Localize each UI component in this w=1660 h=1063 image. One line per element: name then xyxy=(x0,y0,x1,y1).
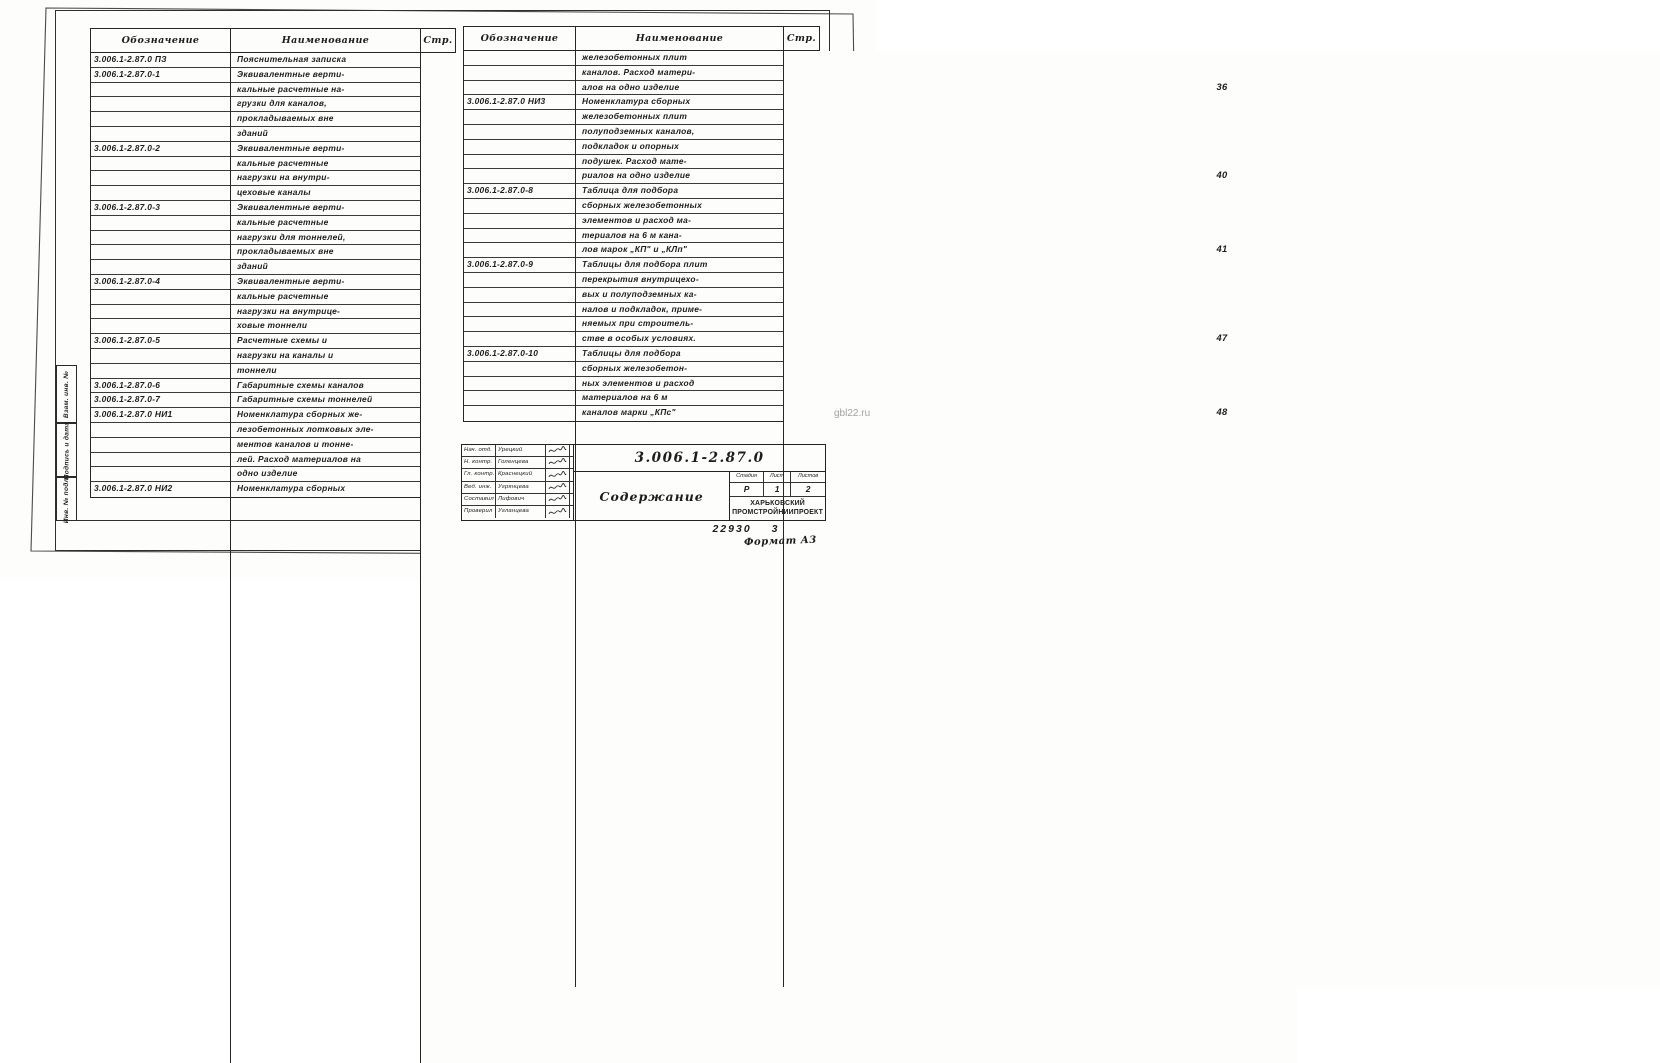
row-text: материалов на 6 м xyxy=(576,391,784,972)
row-text: ных элементов и расход xyxy=(576,377,784,958)
table-row xyxy=(91,275,455,290)
col-header-name: Наименование xyxy=(576,27,784,50)
table-row xyxy=(91,305,455,320)
row-text: вых и полуподземных ка- xyxy=(576,288,784,869)
contents-table-left xyxy=(90,28,456,498)
row-text: прокладываемых вне xyxy=(231,112,421,693)
row-text: Эквивалентные верти- xyxy=(231,275,421,856)
table-row xyxy=(91,482,455,497)
table-row xyxy=(464,362,819,377)
row-code: 3.006.1-2.87.0-6 xyxy=(91,379,231,960)
row-text: полуподземных каналов, xyxy=(576,125,784,706)
table-row xyxy=(91,393,455,408)
table-row xyxy=(91,157,455,172)
table-row xyxy=(91,83,455,98)
table-row xyxy=(91,245,455,260)
row-text: Эквивалентные верти- xyxy=(231,201,421,782)
staff-row xyxy=(462,494,573,506)
row-text: Таблицы для подбора xyxy=(576,347,784,928)
title-block-staff xyxy=(462,445,573,520)
table-row xyxy=(91,171,455,186)
table-row xyxy=(464,110,819,125)
col-header-designation: Обозначение xyxy=(464,27,576,50)
table-row xyxy=(91,68,455,83)
sheets-value: 2 xyxy=(805,484,811,494)
table-row xyxy=(91,216,455,231)
row-text: лезобетонных лотковых эле- xyxy=(231,423,421,1004)
table-row xyxy=(464,66,819,81)
staff-row xyxy=(462,482,573,494)
row-code: 3.006.1-2.87.0 НИ3 xyxy=(464,95,576,676)
signature-mark xyxy=(546,469,570,481)
table-header xyxy=(91,29,455,53)
row-text: Таблицы для подбора плит xyxy=(576,258,784,839)
table-row xyxy=(91,260,455,275)
table-row xyxy=(464,169,1228,184)
staff-role: Вед. инж. xyxy=(462,482,496,494)
table-row xyxy=(91,379,455,394)
table-row xyxy=(464,347,819,362)
row-code: 3.006.1-2.87.0-10 xyxy=(464,347,576,928)
table-row xyxy=(464,81,1228,96)
staff-name: Урецкий xyxy=(496,445,546,457)
stamp-label: Подпись и дата xyxy=(63,421,70,479)
stage-header-stage: Стадия xyxy=(730,472,764,482)
signature-mark xyxy=(546,445,570,457)
row-code: 3.006.1-2.87.0-4 xyxy=(91,275,231,856)
staff-row xyxy=(462,506,573,518)
table-row xyxy=(464,95,819,110)
row-text: железобетонных плит xyxy=(576,110,784,691)
row-text: нагрузки на внутри- xyxy=(231,171,421,752)
table-row xyxy=(464,199,819,214)
row-text: прокладываемых вне xyxy=(231,245,421,826)
table-row xyxy=(464,125,819,140)
organization-name: ХАРЬКОВСКИЙ ПРОМСТРОЙНИИПРОЕКТ xyxy=(732,500,824,516)
staff-name: Лифович xyxy=(496,494,546,506)
row-text: алов на одно изделие xyxy=(576,81,784,662)
row-page: 40 xyxy=(784,169,1660,750)
row-code: 3.006.1-2.87.0-1 xyxy=(91,68,231,649)
scanned-drawing-sheet xyxy=(0,0,1228,581)
table-row xyxy=(91,112,455,127)
table-row xyxy=(91,423,455,438)
row-text: нагрузки на внутрице- xyxy=(231,305,421,886)
row-text: подушек. Расход мате- xyxy=(576,155,784,736)
row-text: Пояснительная записка xyxy=(231,53,421,634)
document-title: Содержание xyxy=(574,472,730,520)
table-row xyxy=(91,453,455,468)
row-text: няемых при строитель- xyxy=(576,317,784,898)
staff-name: Угрянцева xyxy=(496,482,546,494)
sheet-mark: 3 xyxy=(771,523,780,535)
row-page: 48 xyxy=(784,406,1660,987)
document-code: 3.006.1-2.87.0 xyxy=(574,445,825,472)
order-number-mark xyxy=(676,523,816,535)
row-text: сборных железобетон- xyxy=(576,362,784,943)
row-text: кальные расчетные xyxy=(231,157,421,738)
table-row xyxy=(91,364,455,379)
col-header-page: Стр. xyxy=(423,35,453,46)
table-row xyxy=(91,127,455,142)
row-text: сборных железобетонных xyxy=(576,199,784,780)
table-row xyxy=(464,140,819,155)
table-row xyxy=(91,319,455,334)
stage-header-sheet: Лист xyxy=(764,472,791,482)
row-text: кальные расчетные xyxy=(231,290,421,871)
row-code: 3.006.1-2.87.0-5 xyxy=(91,334,231,915)
table-row xyxy=(91,467,455,482)
row-text: Номенклатура сборных xyxy=(576,95,784,676)
row-code: 3.006.1-2.87.0 ПЗ xyxy=(91,53,231,634)
row-code: 3.006.1-2.87.0 НИ2 xyxy=(91,482,231,1063)
table-row xyxy=(464,214,819,229)
row-text: железобетонных плит xyxy=(576,51,784,632)
row-text: зданий xyxy=(231,127,421,708)
row-text: риалов на одно изделие xyxy=(576,169,784,750)
row-code: 3.006.1-2.87.0 НИ1 xyxy=(91,408,231,989)
table-row xyxy=(464,155,819,170)
row-text: налов и подкладок, приме- xyxy=(576,303,784,884)
staff-name: Угланцева xyxy=(496,506,546,518)
row-code: 3.006.1-2.87.0-8 xyxy=(464,184,576,765)
signature-mark xyxy=(546,506,570,518)
col-header-page: Стр. xyxy=(786,33,817,44)
row-text: Расчетные схемы и xyxy=(231,334,421,915)
row-code: 3.006.1-2.87.0-9 xyxy=(464,258,576,839)
table-row xyxy=(91,186,455,201)
row-text: кальные расчетные xyxy=(231,216,421,797)
table-row xyxy=(464,303,819,318)
row-text: стве в особых условиях. xyxy=(576,332,784,913)
stage-header-row xyxy=(730,472,825,483)
staff-name: Голенцева xyxy=(496,457,546,469)
row-text: тоннели xyxy=(231,364,421,945)
row-page: 36 xyxy=(784,81,1660,662)
table-row xyxy=(464,51,819,66)
table-row xyxy=(91,438,455,453)
row-text: лей. Расход материалов на xyxy=(231,453,421,1034)
stamp-label: Инв. № подл. xyxy=(63,475,70,523)
table-row xyxy=(91,201,455,216)
table-row xyxy=(91,53,455,68)
row-text: цеховые каналы xyxy=(231,186,421,767)
table-header xyxy=(464,27,819,51)
row-text: лов марок „КП" и „КЛп" xyxy=(576,243,784,824)
row-page: 41 xyxy=(784,243,1660,824)
table-row xyxy=(464,243,1228,258)
table-row xyxy=(464,391,819,406)
stamp-cell-podpis-data xyxy=(56,423,77,477)
table-row xyxy=(91,231,455,246)
row-text: подкладок и опорных xyxy=(576,140,784,721)
row-code: 3.006.1-2.87.0-3 xyxy=(91,201,231,782)
row-text: зданий xyxy=(231,260,421,841)
row-text: кальные расчетные на- xyxy=(231,83,421,664)
row-text: перекрытия внутрицехо- xyxy=(576,273,784,854)
row-text: Габаритные схемы тоннелей xyxy=(231,393,421,974)
row-text: Габаритные схемы каналов xyxy=(231,379,421,960)
table-row xyxy=(464,184,819,199)
row-text: Эквивалентные верти- xyxy=(231,142,421,723)
format-label: Формат А3 xyxy=(743,534,817,549)
table-row xyxy=(91,290,455,305)
site-watermark: gbl22.ru xyxy=(834,408,871,419)
row-text: ментов каналов и тонне- xyxy=(231,438,421,1019)
col-header-name: Наименование xyxy=(231,29,421,52)
stamp-label: Взам. инв. № xyxy=(63,370,70,418)
stage-values-row xyxy=(730,483,825,497)
row-text: одно изделие xyxy=(231,467,421,1048)
col-header-designation: Обозначение xyxy=(91,29,231,52)
table-row xyxy=(91,334,455,349)
table-row xyxy=(91,97,455,112)
row-code: 3.006.1-2.87.0-7 xyxy=(91,393,231,974)
table-row xyxy=(464,273,819,288)
signature-mark xyxy=(546,482,570,494)
row-text: Номенклатура сборных xyxy=(231,482,421,1063)
row-text: грузки для каналов, xyxy=(231,97,421,678)
title-block xyxy=(461,444,826,521)
stamp-cell-vzam-inv xyxy=(56,365,77,423)
staff-role: Проверил xyxy=(462,506,496,518)
table-row xyxy=(464,229,819,244)
table-row xyxy=(91,142,455,157)
table-row xyxy=(464,332,1228,347)
sheet-value: 1 xyxy=(764,483,791,496)
staff-row xyxy=(462,445,573,457)
table-row xyxy=(464,377,819,392)
stamp-cell-inv-podl xyxy=(56,477,77,521)
staff-role: Составил xyxy=(462,494,496,506)
staff-name: Краснецкий xyxy=(496,469,546,481)
title-block-main xyxy=(573,445,825,520)
row-text: нагрузки для тоннелей, xyxy=(231,231,421,812)
row-text: элементов и расход ма- xyxy=(576,214,784,795)
row-text: нагрузки на каналы и xyxy=(231,349,421,930)
stage-value: Р xyxy=(730,483,764,496)
row-text: Таблица для подбора xyxy=(576,184,784,765)
table-row xyxy=(91,408,455,423)
order-number: 22930 xyxy=(712,523,752,535)
staff-row xyxy=(462,469,573,481)
row-text: териалов на 6 м кана- xyxy=(576,229,784,810)
table-row xyxy=(91,349,455,364)
stage-block xyxy=(730,472,825,520)
stage-header-sheets: Листов xyxy=(797,473,819,479)
table-row xyxy=(464,258,819,273)
row-page: 47 xyxy=(784,332,1660,913)
staff-role: Н. контр. xyxy=(462,457,496,469)
signature-mark xyxy=(546,457,570,469)
staff-role: Гл. контр. xyxy=(462,469,496,481)
table-row xyxy=(464,288,819,303)
staff-role: Нач. отд. xyxy=(462,445,496,457)
staff-row xyxy=(462,457,573,469)
row-text: Номенклатура сборных же- xyxy=(231,408,421,989)
row-text: каналов. Расход матери- xyxy=(576,66,784,647)
signature-mark xyxy=(546,494,570,506)
row-text: каналов марки „КПс" xyxy=(576,406,784,987)
row-text: ховые тоннели xyxy=(231,319,421,900)
row-text: Эквивалентные верти- xyxy=(231,68,421,649)
table-row xyxy=(464,317,819,332)
row-code: 3.006.1-2.87.0-2 xyxy=(91,142,231,723)
